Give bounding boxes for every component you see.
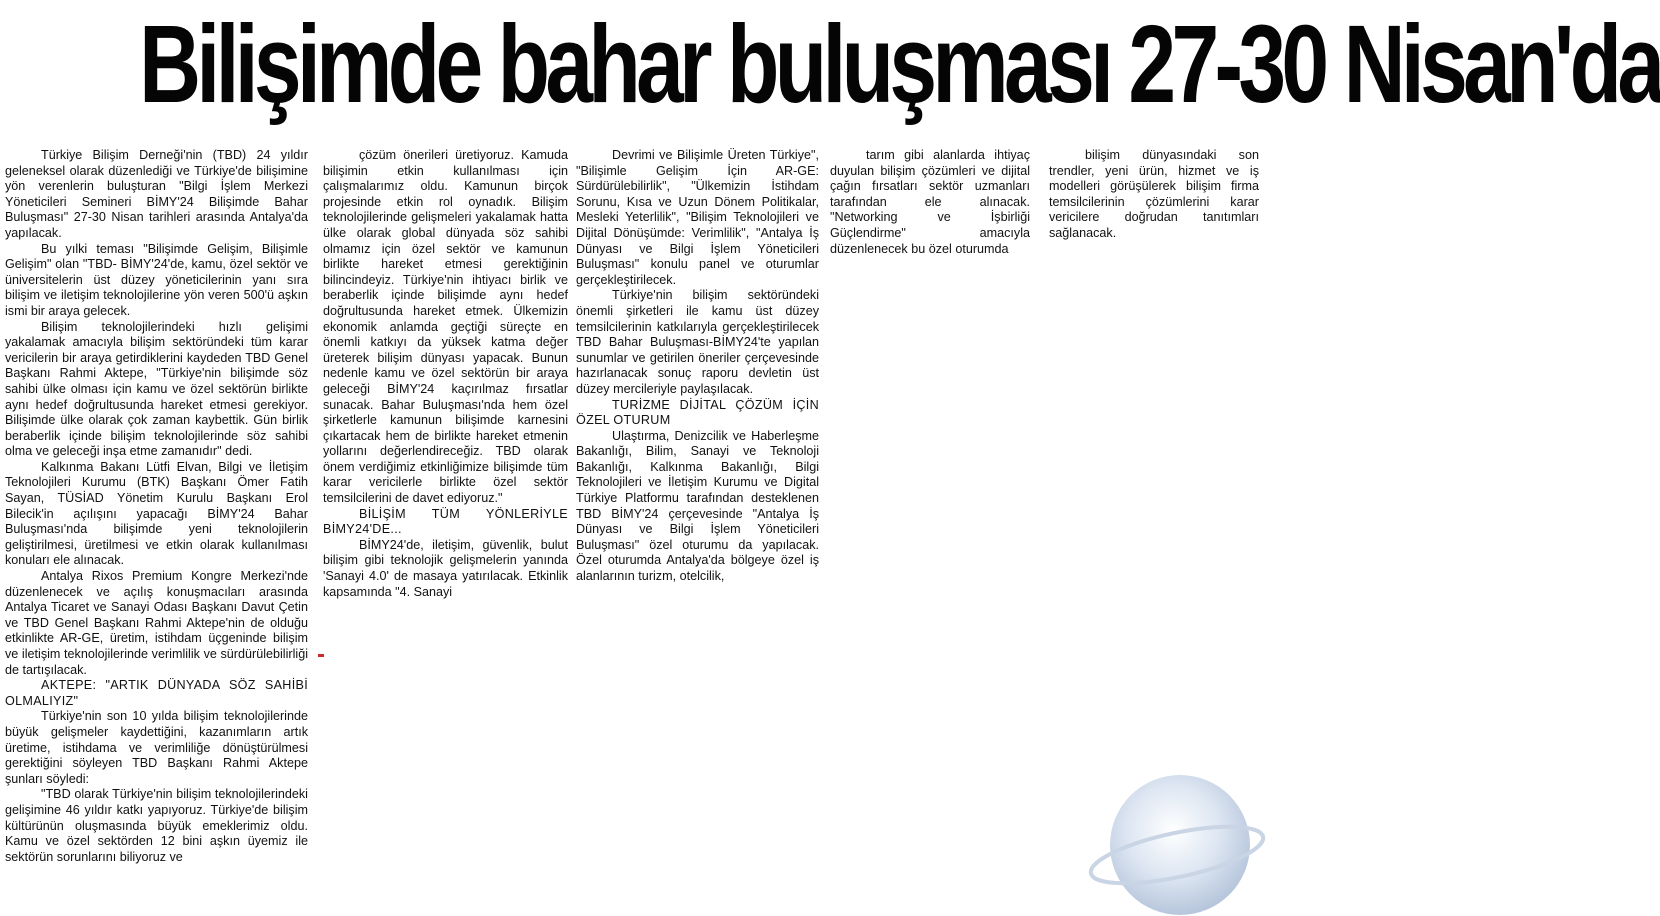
paragraph: Kalkınma Bakanı Lütfi Elvan, Bilgi ve İletişim Teknolojileri Kurumu (BTK) Başkanı Ömer Fatih Sayan, TÜSİAD Yönetim Kurulu Başkanı Erol Bilecik'in açılışını yapacağı BİMY'24 Bahar Buluşması'nda bilişimde yeni teknolojilerin geliştirilmesi, üretilmesi ve etkin olarak kullanılması konuları ele alınacak. bbox=[5, 459, 308, 568]
column-marker bbox=[318, 654, 324, 657]
paragraph: Bilişim teknolojilerindeki hızlı gelişimi yakalamak amacıyla bilişim sektöründeki tüm karar vericilerin bir araya getirdiklerini kaydeden TBD Genel Başkanı Rahmi Aktepe, "Türkiye'nin bilişimde söz sahibi ülke olması için kamu ve özel sektörün birlikte aynı hedef doğrultusunda hareket etmesi gerekiyor. Bilişimde ülke olarak çok zaman kaybettik. Gün birlik beraberlik içinde bilişim teknolojilerinde söz sahibi olma ve geleceği inşa etme zamanıdır" dedi. bbox=[5, 319, 308, 459]
subheading: AKTEPE: "ARTIK DÜNYADA SÖZ SAHİBİ OLMALIYIZ" bbox=[5, 678, 308, 708]
article-column-2 bbox=[323, 148, 568, 600]
article-column-3 bbox=[576, 148, 819, 585]
subheading: BİLİŞİM TÜM YÖNLERİYLE BİMY24'DE... bbox=[323, 506, 568, 537]
headline: Bilişimde bahar buluşması 27-30 Nisan'da bbox=[139, 3, 1660, 126]
paragraph: Devrimi ve Bilişimle Üreten Türkiye", "Bilişimle Gelişim İçin AR-GE: Sürdürülebilirlik", "Ülkemizin İstihdam Sorunu, Kısa ve Uzun Dönem Politikalar, Mesleki Yeterlilik", "Bilişim Teknolojileri ve Dijital Dönüşümde: Verimlilik", "Antalya İş Dünyası ve Bilgi İşlem Yöneticileri Buluşması" konulu panel ve oturumlar gerçekleştirilecek. bbox=[576, 148, 819, 287]
article-body bbox=[0, 148, 1265, 916]
paragraph: Ulaştırma, Denizcilik ve Haberleşme Bakanlığı, Bilim, Sanayi ve Teknoloji Bakanlığı, Kalkınma Bakanlığı, Bilgi Teknolojileri ve İletişim Kurumu ve Digital Türkiye Platformu tarafından desteklenen TBD BİMY'24 çerçevesinde "Antalya İş Dünyası ve Bilgi İşlem Yöneticileri Buluşması" özel oturumu da yapılacak. Özel oturumda Antalya'da bölgeye özel iş alanlarının turizm, otelcilik, bbox=[576, 428, 819, 584]
article-column-1 bbox=[5, 148, 308, 865]
subheading: TURİZME DİJİTAL ÇÖZÜM İÇİN ÖZEL OTURUM bbox=[576, 397, 819, 428]
paragraph: Türkiye'nin son 10 yılda bilişim teknolojilerinde büyük gelişmeler kaydettiğini, kazanımların artık üretime, istihdama ve verimliliğe dönüştürülmesi gerektiğini söyleyen TBD Başkanı Rahmi Aktepe şunları söyledi: bbox=[5, 709, 308, 786]
paragraph: tarım gibi alanlarda ihtiyaç duyulan bilişim çözümleri ve dijital çağın fırsatları sektör uzmanları tarafından ele alınacak. "Networking ve İşbirliği Güçlendirme" amacıyla düzenlenecek bu özel oturumda bbox=[830, 148, 1030, 256]
paragraph: Antalya Rixos Premium Kongre Merkezi'nde düzenlenecek ve açılış konuşmacıları arasında Antalya Ticaret ve Sanayi Odası Başkanı Davut Çetin ve TBD Genel Başkanı Rahmi Aktepe'nin de olduğu etkinlikte AR-GE, üretim, istihdam üçgeninde bilişim ve iletişim teknolojilerinde verimlilik ve sürdürülebilirliği de tartışılacak. bbox=[5, 569, 308, 677]
paragraph: çözüm önerileri üretiyoruz. Kamuda bilişimin etkin kullanılması için çalışmalarımız oldu. Kamunun birçok projesinde etkin rol oynadık. Bilişim teknolojilerinde gelişmeleri yakalamak hatta ülke olarak global dünyada söz sahibi olmamız için özel sektör ve kamunun birlikte hareket etmesi gerektiğinin bilincindeyiz. Türkiye'nin ihtiyacı birlik ve beraberlik içinde bilişimde aynı hedef doğrultusunda hareket etmek. Ülkemizin ekonomik anlamda geçtiği süreçte en önemli katkıyı da yüksek katma değer üreterek bilişim dünyası yapacak. Bunun nedenle kamu ve özel sektörün bir araya geleceği BİMY'24 kaçırılmaz fırsatlar sunacak. Bahar Buluşması'nda hem özel şirketlerle kamunun bilişimde karnesini çıkartacak hem de birlikte hareket etmenin yollarını değerlendireceğiz. TBD olarak önem verdiğimiz etkinliğimize bilişimde tüm karar vericilerle birlikte özel sektör temsilcilerini de davet ediyoruz." bbox=[323, 148, 568, 506]
paragraph: BİMY24'de, iletişim, güvenlik, bulut bilişim gibi teknolojik gelişmelerin yanında 'Sanayi 4.0' de masaya yatırılacak. Etkinlik kapsamında "4. Sanayi bbox=[323, 537, 568, 599]
article-column-5 bbox=[1049, 148, 1259, 242]
paragraph: Bu yılki teması "Bilişimde Gelişim, Bilişimle Gelişim" olan "TBD- BİMY'24'de, kamu, özel sektör ve üniversitelerin üst düzey yöneticilerinin yanı sıra bilişim ve iletişim teknolojilerine yön veren 500'ü aşkın ismi bir araya gelecek. bbox=[5, 241, 308, 318]
paragraph: Türkiye'nin bilişim sektöründeki önemli şirketleri ile kamu üst düzey temsilcilerinin katkılarıyla gerçekleştirilecek TBD Bahar Buluşması-BİMY24'te yapılan sunumlar ve getirilen öneriler çerçevesinde hazırlanacak sonuç raporu devletin üst düzey mercileriyle paylaşılacak. bbox=[576, 288, 819, 396]
paragraph: Türkiye Bilişim Derneği'nin (TBD) 24 yıldır geleneksel olarak düzenlediği ve Türkiye'de bilişimine yön verenlerin buluşturan "Bilgi İşlem Merkezi Yöneticileri Semineri BİMY'24 Bilişimde Bahar Buluşması" 27-30 Nisan tarihleri arasında Antalya'da yapılacak. bbox=[5, 148, 308, 240]
paragraph: "TBD olarak Türkiye'nin bilişim teknolojilerindeki gelişimine 46 yıldır katkı yapıyoruz. Türkiye'de bilişim kültürünün oluşmasında büyük emeklerimiz oldu. Kamu ve özel sektörden 12 bini aşkın üyemiz ile sektörün sorunlarını biliyoruz ve bbox=[5, 787, 308, 864]
paragraph: bilişim dünyasındaki son trendler, yeni ürün, hizmet ve iş modelleri görüşülerek bilişim firma temsilcilerinin çözümlerini karar vericilere doğrudan tanıtımları sağlanacak. bbox=[1049, 148, 1259, 240]
article-column-4 bbox=[830, 148, 1030, 257]
globe-watermark-icon bbox=[1085, 760, 1265, 916]
